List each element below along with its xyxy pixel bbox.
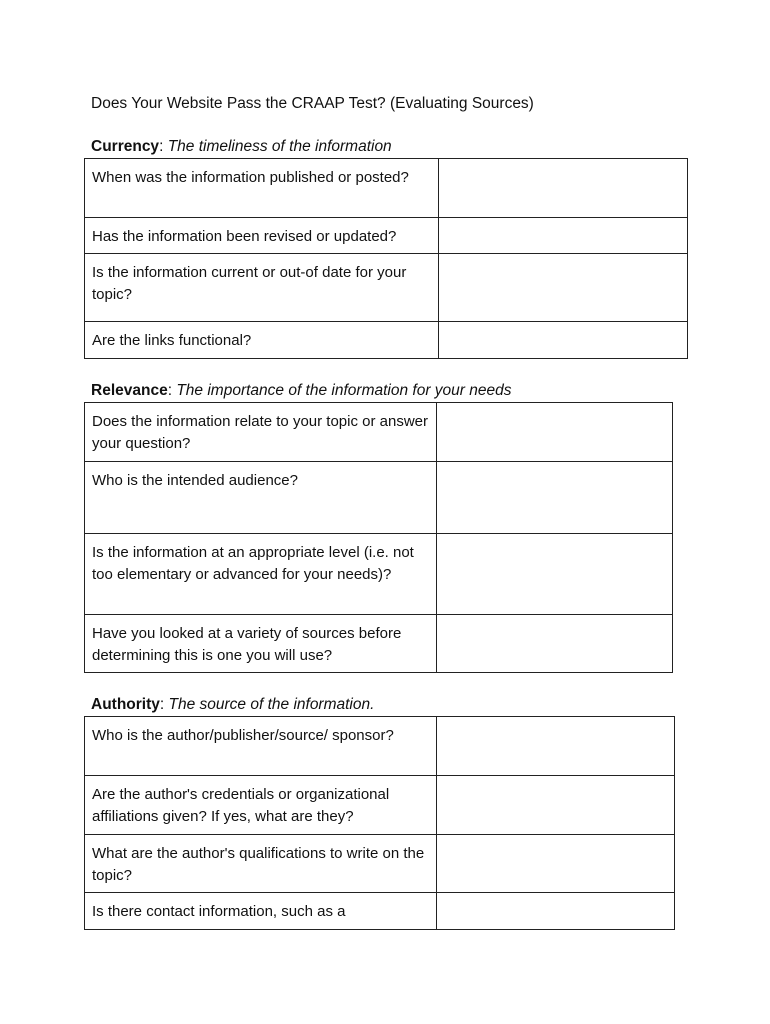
answer-cell[interactable] — [437, 717, 675, 776]
section-heading-currency — [91, 137, 392, 157]
relevance-table — [84, 402, 673, 673]
question-cell: Who is the author/publisher/source/ sponsor? — [85, 717, 437, 776]
answer-cell[interactable] — [439, 159, 688, 218]
table-row — [85, 835, 675, 893]
section-separator: : — [159, 696, 169, 713]
question-cell: Are the links functional? — [85, 322, 439, 359]
question-cell: Have you looked at a variety of sources before determining this is one you will use? — [85, 615, 437, 673]
table-row — [85, 403, 673, 462]
table-row — [85, 218, 688, 254]
question-cell: Is the information at an appropriate level (i.e. not too elementary or advanced for your needs)? — [85, 534, 437, 615]
answer-cell[interactable] — [437, 893, 675, 930]
section-label: Relevance — [91, 382, 168, 399]
question-cell: Does the information relate to your topic or answer your question? — [85, 403, 437, 462]
table-row — [85, 462, 673, 534]
section-heading-authority — [91, 695, 374, 715]
currency-table — [84, 158, 688, 359]
question-cell: Are the author's credentials or organizational affiliations given? If yes, what are they? — [85, 776, 437, 835]
question-cell: Is the information current or out-of date for your topic? — [85, 254, 439, 322]
answer-cell[interactable] — [437, 403, 673, 462]
section-description: The timeliness of the information — [167, 138, 392, 155]
authority-table — [84, 716, 675, 930]
answer-cell[interactable] — [439, 254, 688, 322]
section-separator: : — [159, 138, 168, 155]
section-description: The source of the information. — [168, 696, 375, 713]
section-description: The importance of the information for your needs — [176, 382, 512, 399]
answer-cell[interactable] — [437, 835, 675, 893]
document-title: Does Your Website Pass the CRAAP Test? (Evaluating Sources) — [91, 95, 534, 112]
question-cell: When was the information published or posted? — [85, 159, 439, 218]
answer-cell[interactable] — [437, 462, 673, 534]
answer-cell[interactable] — [437, 615, 673, 673]
table-row — [85, 534, 673, 615]
question-cell: Is there contact information, such as a — [85, 893, 437, 930]
answer-cell[interactable] — [437, 534, 673, 615]
section-label: Authority — [91, 696, 160, 713]
table-row — [85, 159, 688, 218]
answer-cell[interactable] — [439, 322, 688, 359]
table-row — [85, 776, 675, 835]
question-cell: Who is the intended audience? — [85, 462, 437, 534]
section-label: Currency — [91, 138, 160, 155]
table-row — [85, 615, 673, 673]
question-cell: What are the author's qualifications to write on the topic? — [85, 835, 437, 893]
question-cell: Has the information been revised or updated? — [85, 218, 439, 254]
answer-cell[interactable] — [439, 218, 688, 254]
table-row — [85, 893, 675, 930]
table-row — [85, 717, 675, 776]
section-separator: : — [167, 382, 177, 399]
section-heading-relevance — [91, 381, 511, 401]
table-row — [85, 254, 688, 322]
answer-cell[interactable] — [437, 776, 675, 835]
table-row — [85, 322, 688, 359]
